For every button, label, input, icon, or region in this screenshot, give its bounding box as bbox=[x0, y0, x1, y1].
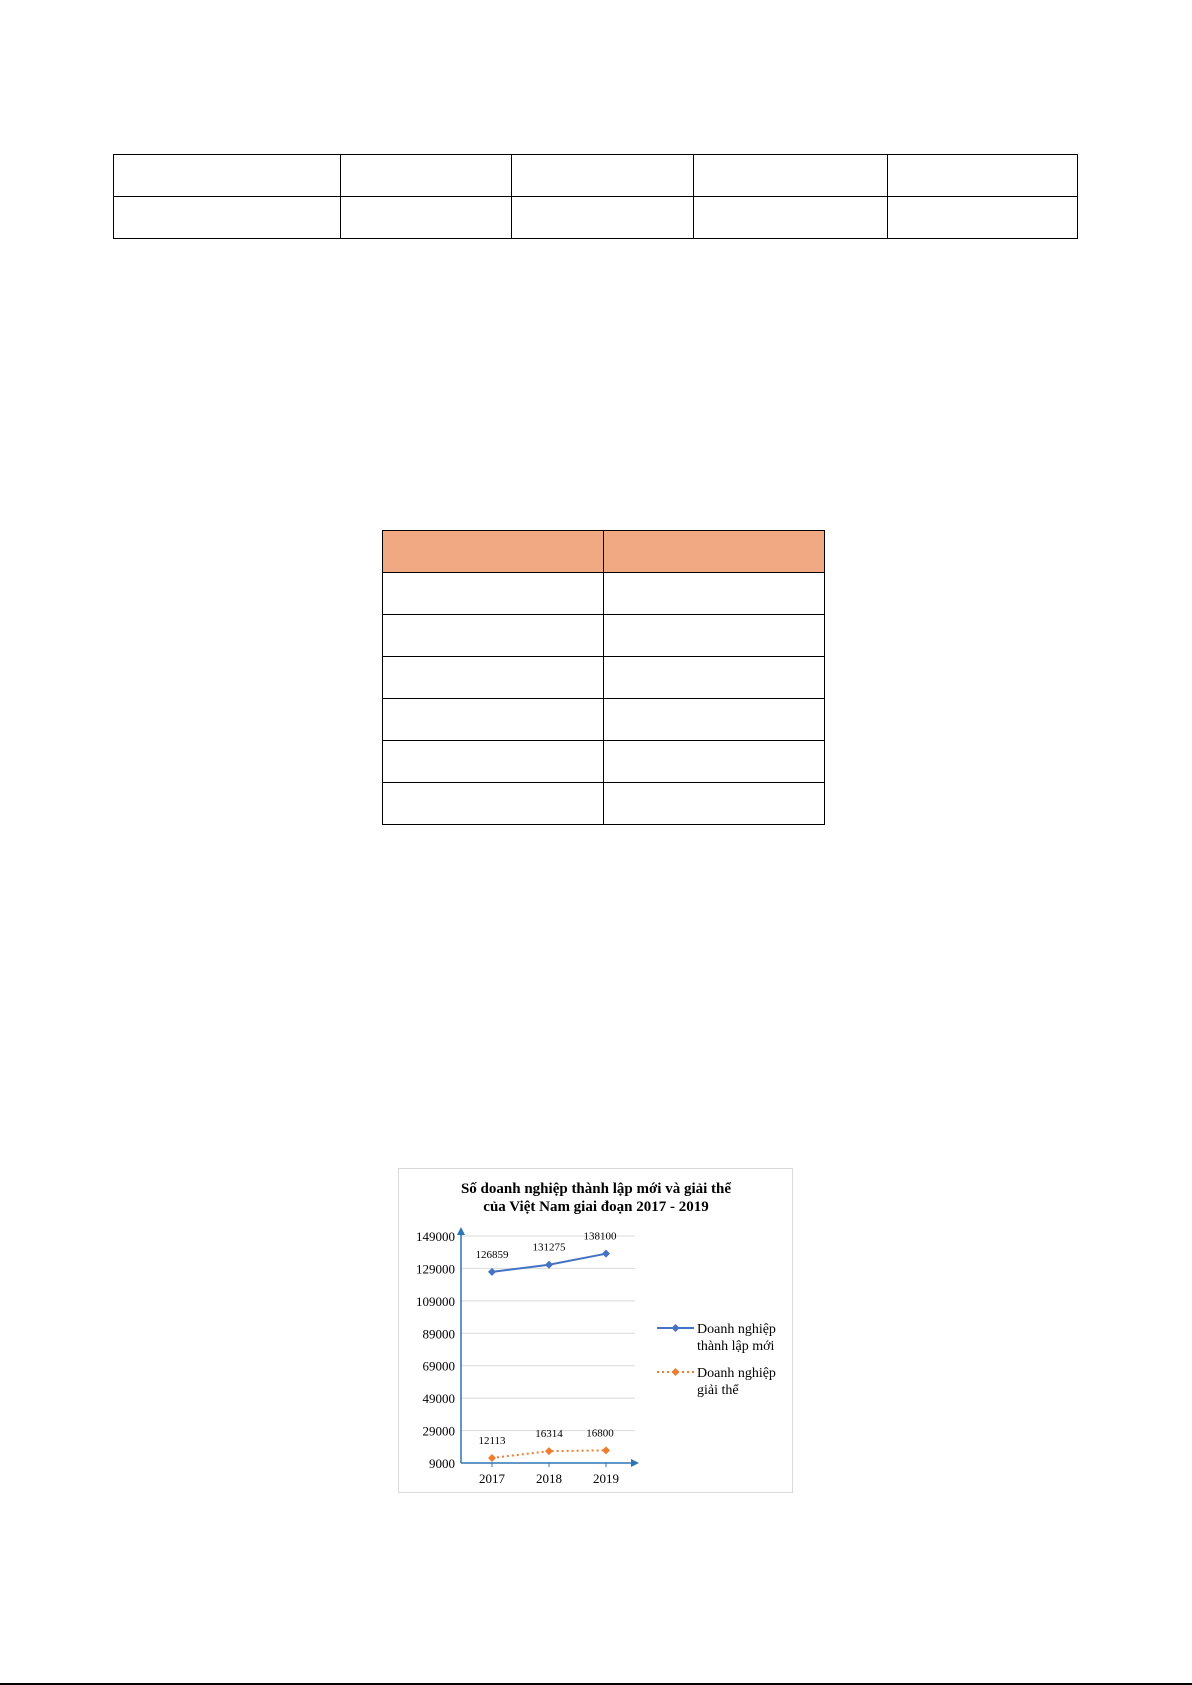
line-chart bbox=[399, 1169, 794, 1494]
data-label: 138100 bbox=[583, 1230, 617, 1243]
data-label: 131275 bbox=[532, 1241, 566, 1254]
table-cell bbox=[888, 155, 1078, 197]
table-cell bbox=[114, 155, 341, 197]
data-label: 126859 bbox=[475, 1248, 509, 1261]
table-cell bbox=[383, 615, 604, 657]
table-cell bbox=[604, 783, 825, 825]
data-point-marker bbox=[602, 1250, 610, 1258]
legend-label: Doanh nghiệp bbox=[697, 1322, 776, 1337]
table-cell bbox=[383, 699, 604, 741]
data-point-marker bbox=[488, 1454, 496, 1462]
table-header-cell bbox=[604, 531, 825, 573]
chart-title-line-1: Số doanh nghiệp thành lập mới và giải thể bbox=[460, 1181, 732, 1197]
table-row bbox=[383, 783, 825, 825]
table-cell bbox=[383, 783, 604, 825]
table-cell bbox=[604, 741, 825, 783]
table-cell bbox=[341, 155, 512, 197]
table-cell bbox=[694, 155, 888, 197]
x-axis-arrow bbox=[631, 1459, 639, 1467]
table-cell bbox=[512, 155, 694, 197]
data-table-top bbox=[113, 154, 1078, 239]
y-axis-arrow bbox=[457, 1227, 465, 1235]
y-tick-label: 29000 bbox=[422, 1423, 455, 1439]
table-row bbox=[383, 573, 825, 615]
table-cell bbox=[604, 657, 825, 699]
table-cell bbox=[604, 615, 825, 657]
table-cell bbox=[383, 657, 604, 699]
data-point-marker bbox=[545, 1261, 553, 1269]
y-tick-label: 129000 bbox=[416, 1261, 455, 1277]
data-label: 16314 bbox=[535, 1428, 563, 1441]
table-cell bbox=[383, 741, 604, 783]
table-cell bbox=[383, 573, 604, 615]
data-point-marker bbox=[488, 1268, 496, 1276]
table-cell bbox=[604, 573, 825, 615]
x-tick-label: 2018 bbox=[536, 1471, 562, 1486]
table-row bbox=[383, 615, 825, 657]
y-tick-label: 9000 bbox=[429, 1456, 455, 1471]
y-tick-label: 109000 bbox=[416, 1293, 455, 1309]
table-header-cell bbox=[383, 531, 604, 573]
data-table-middle bbox=[382, 530, 825, 825]
table-cell bbox=[694, 197, 888, 239]
table-row bbox=[383, 699, 825, 741]
y-tick-label: 49000 bbox=[422, 1391, 455, 1407]
data-label: 16800 bbox=[586, 1427, 614, 1440]
table-row bbox=[114, 155, 1078, 197]
legend-label: Doanh nghiệp bbox=[697, 1366, 776, 1381]
x-tick-label: 2017 bbox=[479, 1471, 505, 1486]
chart-title-line-2: của Việt Nam giai đoạn 2017 - 2019 bbox=[483, 1199, 709, 1215]
y-tick-label: 89000 bbox=[422, 1326, 455, 1342]
data-point-marker bbox=[545, 1447, 553, 1455]
table-row bbox=[114, 197, 1078, 239]
data-point-marker bbox=[602, 1446, 610, 1454]
chart-container bbox=[398, 1168, 793, 1493]
table-cell bbox=[512, 197, 694, 239]
table-row bbox=[383, 741, 825, 783]
legend-label: thành lập mới bbox=[697, 1339, 775, 1354]
table-cell bbox=[114, 197, 341, 239]
table-row bbox=[383, 657, 825, 699]
table-cell bbox=[888, 197, 1078, 239]
legend-label: giải thể bbox=[697, 1383, 739, 1398]
y-tick-label: 149000 bbox=[416, 1229, 455, 1244]
table-cell bbox=[604, 699, 825, 741]
y-tick-label: 69000 bbox=[422, 1358, 455, 1374]
legend-marker bbox=[672, 1324, 680, 1332]
legend-marker bbox=[672, 1368, 680, 1376]
table-header-row bbox=[383, 531, 825, 573]
table-cell bbox=[341, 197, 512, 239]
x-tick-label: 2019 bbox=[593, 1471, 619, 1486]
data-label: 12113 bbox=[478, 1434, 506, 1447]
